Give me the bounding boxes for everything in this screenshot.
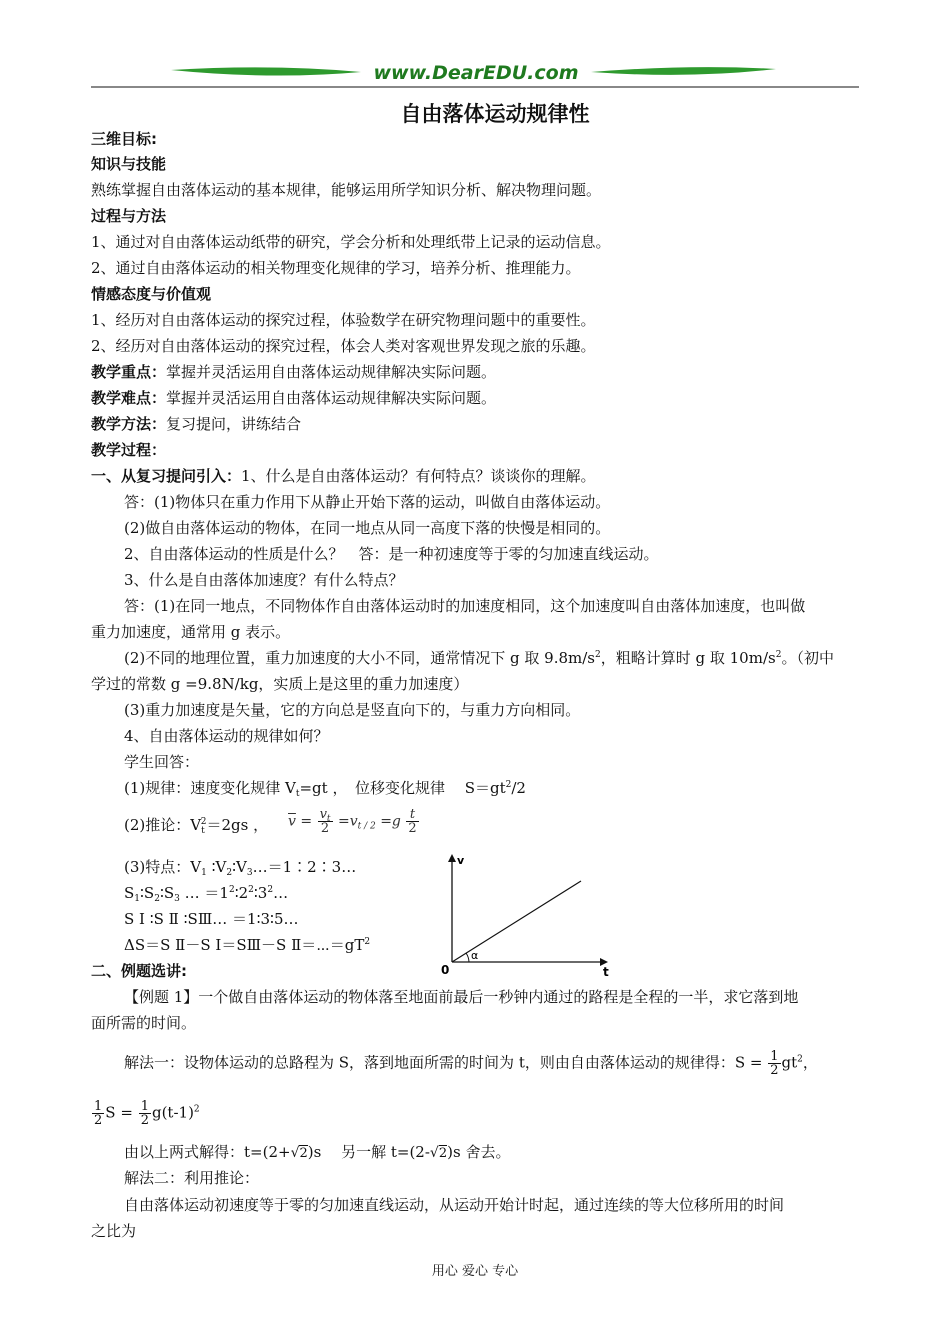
superscript: 2 <box>775 650 782 660</box>
feature-line-3: S Ⅰ ∶S Ⅱ ∶SⅢ… ＝1∶3∶5… <box>124 910 299 928</box>
subscript: 1 <box>201 868 207 878</box>
fraction-one-half <box>139 1100 151 1127</box>
v-axis-label: v <box>457 854 465 867</box>
fraction-numerator: v <box>319 807 327 822</box>
subscript: t <box>295 789 300 799</box>
inference-part-b: ＝2gs ， <box>206 816 269 834</box>
feature-2-e: ∶2 <box>234 884 249 902</box>
knowledge-heading: 知识与技能 <box>91 155 167 173</box>
process-label: 教学过程： <box>91 441 167 459</box>
feature-2-a: S <box>124 884 135 902</box>
law-part-a: (1)规律：速度变化规律 V <box>124 779 296 797</box>
answer-3-2 <box>124 647 834 669</box>
superscript: 2 <box>595 650 601 660</box>
v-axis-arrow-icon <box>448 854 456 862</box>
superscript: 2 <box>364 937 371 947</box>
solution-1-line-2 <box>91 1100 200 1127</box>
footer: 用心 爱心 专心 <box>431 1264 519 1279</box>
question-4: 4、自由落体运动的规律如何？ <box>124 727 329 745</box>
key-text: 掌握并灵活运用自由落体运动规律解决实际问题。 <box>166 363 497 381</box>
key-point <box>91 361 496 383</box>
subscript: 3 <box>174 894 180 904</box>
feature-2-g: … <box>273 884 289 902</box>
solution-2-label: 解法二：利用推论： <box>124 1169 260 1187</box>
result-part-c: )s 舍去。 <box>447 1143 511 1161</box>
t-axis-label: t <box>603 965 609 978</box>
subscript: t <box>326 814 331 824</box>
answer-3-2-part-b: ，粗略计算时 g 取 10m/s <box>600 649 776 667</box>
solution-2-text: 自由落体运动初速度等于零的匀加速直线运动，从运动开始计时起，通过连续的等大位移所用的时间 <box>124 1196 785 1214</box>
fraction-denominator: 2 <box>320 821 330 836</box>
site-logo: www.DearEDU.com <box>373 62 579 84</box>
method-text: 复习提问，讲练结合 <box>166 415 302 433</box>
part2-label: 二、例题选讲: <box>91 962 187 980</box>
result-part-a: 由以上两式解得：t=(2+ <box>124 1143 291 1161</box>
result-line <box>124 1141 510 1165</box>
solution-1-comma: ， <box>802 1053 818 1072</box>
answer-3-2-part-a: (2)不同的地理位置，重力加速度的大小不同，通常情况下 g 取 9.8m/s <box>124 649 595 667</box>
superscript: 2 <box>248 885 254 895</box>
result-part-b: )s 另一解 t=(2- <box>307 1143 430 1161</box>
equals-sign: = <box>300 813 313 830</box>
feature-2-b: ∶S <box>140 884 155 902</box>
subscript: 1 <box>134 894 141 904</box>
fraction-denominator: 2 <box>408 821 417 836</box>
fraction-denominator: 2 <box>770 1063 779 1078</box>
subscript: t <box>201 826 205 836</box>
part1-intro <box>91 465 596 487</box>
process-text-2: 2、通过自由落体运动的相关物理变化规律的学习，培养分析、推理能力。 <box>91 259 581 277</box>
process-text-1: 1、通过对自由落体运动纸带的研究，学会分析和处理纸带上记录的运动信息。 <box>91 233 611 251</box>
sqrt-value: 2 <box>438 1146 448 1161</box>
feature-2-c: ∶S <box>159 884 175 902</box>
answer-1b: (2)做自由落体运动的物体，在同一地点从同一高度下落的快慢是相同的。 <box>124 519 611 537</box>
inference-part-a: (2)推论：V <box>124 816 202 834</box>
origin-label: 0 <box>441 963 450 977</box>
goals-heading: 三维目标: <box>91 130 157 148</box>
fraction-numerator: 1 <box>770 1049 779 1064</box>
law-part-b: =gt ， 位移变化规律 S＝gt <box>299 779 506 797</box>
law-part-c: /2 <box>511 779 526 797</box>
fraction-numerator: 1 <box>94 1099 103 1114</box>
fraction-denominator: 2 <box>94 1113 103 1128</box>
equals-g: =g <box>380 813 401 830</box>
emotion-heading: 情感态度与价值观 <box>91 285 212 303</box>
feature-2-d: … ＝1 <box>179 884 229 902</box>
difficulty-text: 掌握并灵活运用自由落体运动规律解决实际问题。 <box>166 389 497 407</box>
v-half-t: =v <box>338 813 358 830</box>
v-bar: $\overline{v}$ <box>288 813 296 830</box>
solution-1-g-t-minus-1: g(t-1) <box>151 1103 194 1122</box>
fraction-numerator: 1 <box>140 1099 149 1114</box>
question-3: 3、什么是自由落体加速度？有什么特点？ <box>124 571 404 589</box>
process-heading: 过程与方法 <box>91 207 167 225</box>
alpha-label: α <box>471 949 479 962</box>
feature-line-2 <box>124 882 288 904</box>
velocity-time-graph <box>435 852 615 978</box>
header-banner <box>91 60 859 90</box>
example-1: 【例题 1】一个做自由落体运动的物体落至地面前最后一秒钟内通过的路程是全程的一半，求它落到地 <box>124 988 799 1006</box>
fraction-numerator: t <box>406 808 418 822</box>
answer-3-1b: 重力加速度，通常用 g 表示。 <box>91 623 291 641</box>
feature-line-1 <box>124 856 356 878</box>
sqrt-icon: √ <box>290 1145 300 1161</box>
superscript: 2 <box>228 885 235 895</box>
fraction-one-half <box>768 1050 780 1077</box>
answer-3-2b: 学过的常数 g =9.8N/kg，实质上是这里的重力加速度） <box>91 675 469 693</box>
emotion-text-1: 1、经历对自由落体运动的探究过程，体验数学在研究物理问题中的重要性。 <box>91 311 596 329</box>
method-point <box>91 413 301 435</box>
answer-1: 答：(1)物体只在重力作用下从静止开始下落的运动，叫做自由落体运动。 <box>124 493 611 511</box>
answer-3-1: 答：(1)在同一地点，不同物体作自由落体运动时的加速度相同，这个加速度叫自由落体加速度，也叫做 <box>124 597 806 615</box>
difficulty-label: 教学难点： <box>91 389 167 407</box>
knowledge-text: 熟练掌握自由落体运动的基本规律，能够运用所学知识分析、解决物理问题。 <box>91 181 602 199</box>
sqrt-value: 2 <box>299 1146 308 1161</box>
answer-3-2-part-c: 。（初中 <box>781 649 834 667</box>
feature-1-c: ∶V <box>232 858 247 876</box>
solution-1-s-equals: S = <box>105 1103 133 1122</box>
inference-formula <box>288 808 420 835</box>
fraction-vt-over-2 <box>318 808 333 835</box>
subscript: 2 <box>154 894 160 904</box>
feature-4-a: ΔS＝S Ⅱ－S Ⅰ＝SⅢ－S Ⅱ＝⋯＝gT <box>124 936 365 954</box>
superscript: 2 <box>200 817 207 827</box>
answer-3-3: (3)重力加速度是矢量，它的方向总是竖直向下的，与重力方向相同。 <box>124 701 581 719</box>
subscript: 3 <box>246 868 253 878</box>
feature-1-d: …＝1∶2∶3… <box>252 858 357 876</box>
solution-2-text-b: 之比为 <box>91 1222 137 1240</box>
part1-label: 一、从复习提问引入： <box>91 467 242 485</box>
question-2: 2、自由落体运动的性质是什么？ 答：是一种初速度等于零的匀加速直线运动。 <box>124 545 659 563</box>
subscript: t / 2 <box>357 821 376 832</box>
page-title: 自由落体运动规律性 <box>400 102 590 126</box>
feature-line-4 <box>124 934 370 956</box>
inference-line <box>124 814 268 836</box>
sqrt-icon: √ <box>429 1145 439 1161</box>
superscript: 2 <box>797 1054 803 1065</box>
fraction-t-over-2 <box>406 808 418 835</box>
feature-1-b: ∶V <box>206 858 227 876</box>
difficulty-point <box>91 387 496 409</box>
solution-1-line-1 <box>124 1050 818 1077</box>
method-label: 教学方法： <box>91 415 167 433</box>
superscript: 2 <box>505 780 512 790</box>
feature-2-f: ∶3 <box>253 884 268 902</box>
feature-1-a: (3)特点：V <box>124 858 202 876</box>
superscript: 2 <box>193 1104 200 1115</box>
subscript: 2 <box>226 868 233 878</box>
superscript: 2 <box>267 885 274 895</box>
solution-1-gt: gt <box>781 1053 798 1072</box>
question-1: 1、什么是自由落体运动？有何特点？谈谈你的理解。 <box>241 467 596 485</box>
emotion-text-2: 2、经历对自由落体运动的探究过程，体会人类对客观世界发现之旅的乐趣。 <box>91 337 596 355</box>
fraction-denominator: 2 <box>140 1113 149 1128</box>
fraction-one-half <box>92 1100 104 1127</box>
student-answer-label: 学生回答： <box>124 753 200 771</box>
solution-1-text: 解法一：设物体运动的总路程为 S，落到地面所需的时间为 t，则由自由落体运动的规律得：S = <box>124 1053 763 1072</box>
angle-arc <box>466 953 469 962</box>
law-line <box>124 777 526 799</box>
example-1b: 面所需的时间。 <box>91 1014 197 1032</box>
key-label: 教学重点： <box>91 363 167 381</box>
